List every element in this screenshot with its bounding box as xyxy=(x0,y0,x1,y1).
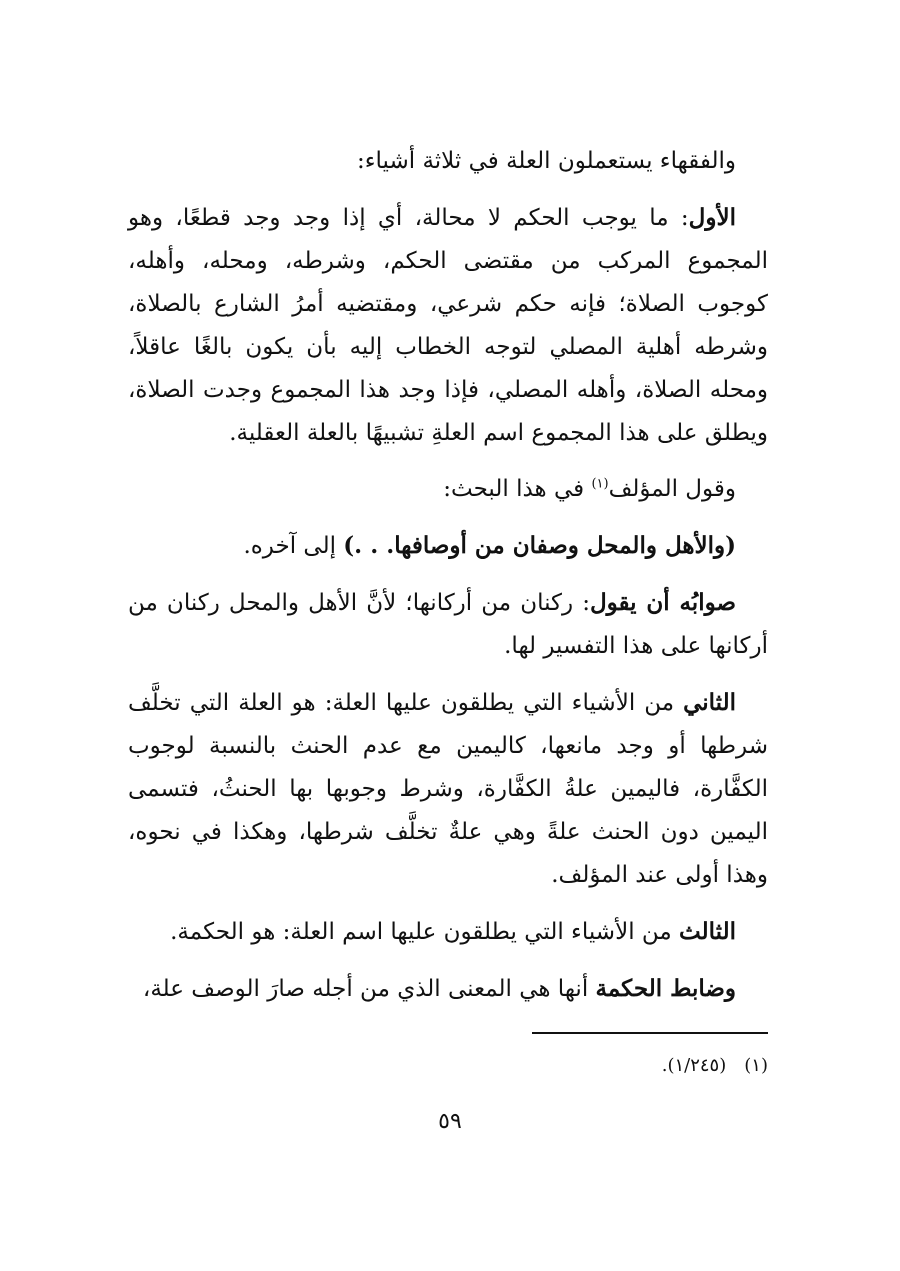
first-body: : ما يوجب الحكم لا محالة، أي إذا وجد وجد قطعًا، وهو المجموع المركب من مقتضى الحكم، وشرطه، ومحله، وأهله، كوجوب الصلاة؛ فإنه حكم شرعي، ومقتضيه أمرُ الشارع بالصلاة، وشرطه أهلية المصلي لتوجه الخطاب إليه بأن يكون بالغًا عاقلاً، ومحله الصلاة، وأهله المصلي، فإذا وجد هذا المجموع وجدت الصلاة، ويطلق على هذا المجموع اسم العلةِ تشبيهًا بالعلة العقلية. xyxy=(128,205,768,446)
paragraph-first xyxy=(128,196,768,455)
correction-body: : ركنان من أركانها؛ لأنَّ الأهل والمحل ركنان من أركانها على هذا التفسير لها. xyxy=(128,590,768,659)
paragraph-quoted-matn xyxy=(128,524,768,568)
quoted-matn: (والأهل والمحل وصفان من أوصافها. . .) xyxy=(343,532,736,559)
main-text xyxy=(128,140,768,1024)
wisdom-body: أنها هي المعنى الذي من أجله صارَ الوصف علة، xyxy=(142,976,596,1002)
third-body: من الأشياء التي يطلقون عليها اسم العلة: هو الحكمة. xyxy=(170,919,680,945)
footnote-text: (١/٢٤٥). xyxy=(661,1055,727,1076)
first-heading: الأول xyxy=(688,204,736,231)
footnote-number: (١) xyxy=(744,1055,768,1076)
paragraph-author-quote xyxy=(128,468,768,511)
page-number: ٥٩ xyxy=(438,1109,462,1134)
paragraph-intro xyxy=(128,140,768,183)
intro-text: والفقهاء يستعملون العلة في ثلاثة أشياء: xyxy=(356,148,736,174)
author-text-b: في هذا البحث: xyxy=(443,476,592,502)
footnote-reference: (١) xyxy=(591,476,609,492)
quoted-matn-rest: إلى آخره. xyxy=(243,533,344,559)
paragraph-wisdom-criterion xyxy=(128,967,768,1011)
second-body: من الأشياء التي يطلقون عليها العلة: هو العلة التي تخلَّف شرطها أو وجد مانعها، كاليمين مع عدم الحنث بالنسبة لوجوب الكفَّارة، فاليمين علةُ الكفَّارة، وشرط وجوبها بها الحنثُ، فتسمى اليمين دون الحنث علةً وهي علةٌ تخلَّف شرطها، وهكذا في نحوه، وهذا أولى عند المؤلف. xyxy=(128,690,768,888)
correction-lead: صوابُه أن يقول xyxy=(589,589,736,616)
wisdom-heading: وضابط الحكمة xyxy=(595,975,736,1002)
author-text-a: وقول المؤلف xyxy=(608,476,736,502)
paragraph-correction xyxy=(128,581,768,668)
third-heading: الثالث xyxy=(679,918,736,945)
second-heading: الثاني xyxy=(683,689,736,716)
footnote xyxy=(662,1053,768,1079)
footnote-divider xyxy=(532,1032,768,1034)
paragraph-second xyxy=(128,681,768,897)
paragraph-third xyxy=(128,910,768,954)
